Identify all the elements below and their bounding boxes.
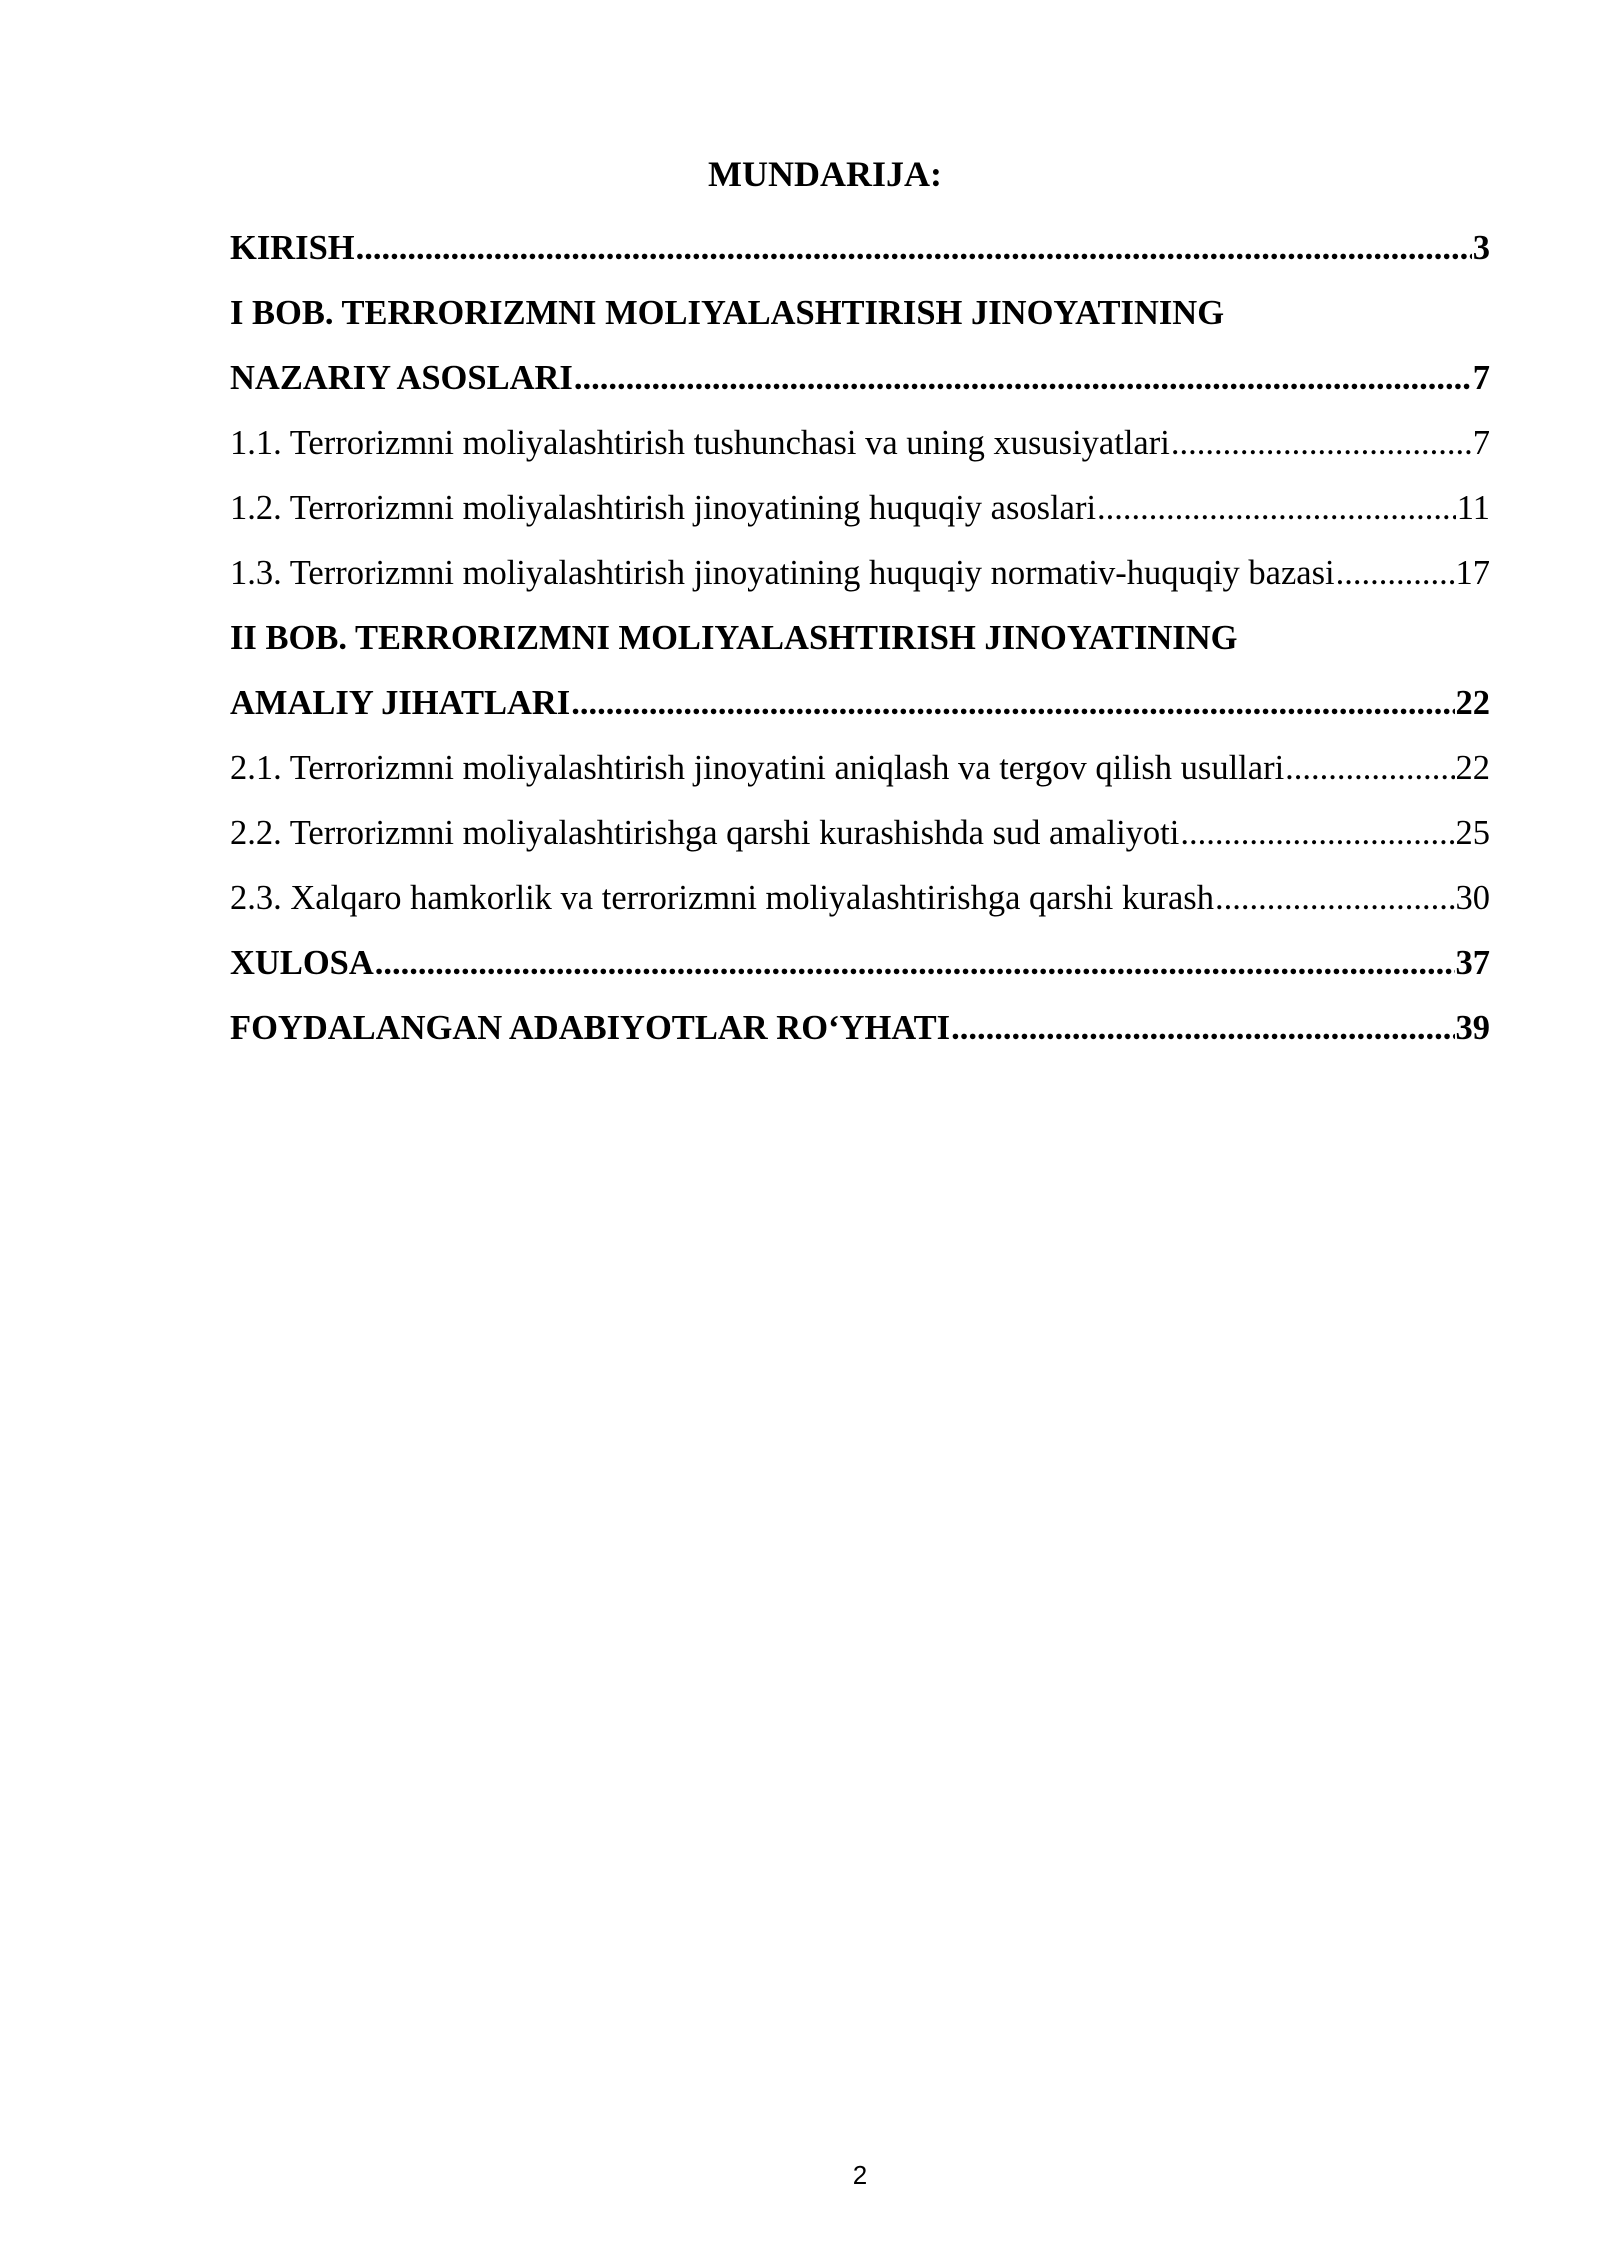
toc-entry-page: 22 bbox=[1455, 748, 1490, 787]
dot-leader bbox=[1336, 551, 1455, 595]
dot-leader bbox=[951, 1006, 1454, 1050]
dot-leader bbox=[1285, 746, 1454, 790]
dot-leader bbox=[1097, 486, 1456, 530]
toc-entry-page: 7 bbox=[1472, 358, 1490, 397]
toc-entry-section-2-3 bbox=[230, 865, 1490, 930]
toc-entry-page: 25 bbox=[1455, 813, 1490, 852]
toc-entry-section-1-1 bbox=[230, 410, 1490, 475]
toc-entry-page: 22 bbox=[1455, 683, 1490, 722]
page-number: 2 bbox=[852, 2160, 868, 2190]
toc-entry-label: 1.2. Terrorizmni moliyalashtirish jinoyatining huquqiy asoslari bbox=[230, 488, 1097, 527]
toc-entry-chapter-2 bbox=[230, 670, 1490, 735]
dot-leader bbox=[1215, 876, 1455, 920]
toc-entry-kirish bbox=[230, 215, 1490, 280]
toc-title: MUNDARIJA: bbox=[708, 154, 942, 194]
toc-entry-label: 2.1. Terrorizmni moliyalashtirish jinoyatini aniqlash va tergov qilish usullari bbox=[230, 748, 1285, 787]
toc-entry-page: 30 bbox=[1455, 878, 1490, 917]
toc-entry-label: AMALIY JIHATLARI bbox=[230, 683, 571, 722]
toc-entry-label: 2.2. Terrorizmni moliyalashtirishga qarshi kurashishda sud amaliyoti bbox=[230, 813, 1180, 852]
toc-entry-label: XULOSA bbox=[230, 943, 374, 982]
toc-entry-page: 17 bbox=[1455, 553, 1490, 592]
toc-entry-label: 1.3. Terrorizmni moliyalashtirish jinoyatining huquqiy normativ-huquqiy bazasi bbox=[230, 553, 1335, 592]
toc-entry-references bbox=[230, 995, 1490, 1060]
table-of-contents bbox=[230, 215, 1490, 1060]
toc-entry-xulosa bbox=[230, 930, 1490, 995]
toc-entry-chapter-1-heading bbox=[230, 280, 1490, 345]
toc-entry-chapter-1 bbox=[230, 345, 1490, 410]
toc-entry-label: KIRISH bbox=[230, 228, 355, 267]
toc-entry-page: 7 bbox=[1472, 423, 1490, 462]
dot-leader bbox=[574, 356, 1472, 400]
toc-entry-section-1-3 bbox=[230, 540, 1490, 605]
toc-entry-label: NAZARIY ASOSLARI bbox=[230, 358, 573, 397]
toc-entry-label: FOYDALANGAN ADABIYOTLAR RO‘YHATI bbox=[230, 1008, 951, 1047]
dot-leader bbox=[571, 681, 1454, 725]
dot-leader bbox=[356, 226, 1472, 270]
toc-entry-section-2-1 bbox=[230, 735, 1490, 800]
toc-entry-page: 37 bbox=[1455, 943, 1490, 982]
dot-leader bbox=[1180, 811, 1454, 855]
dot-leader bbox=[1171, 421, 1472, 465]
toc-entry-label: 2.3. Xalqaro hamkorlik va terrorizmni moliyalashtirishga qarshi kurash bbox=[230, 878, 1214, 917]
dot-leader bbox=[375, 941, 1455, 985]
toc-entry-page: 3 bbox=[1472, 228, 1490, 267]
toc-entry-page: 11 bbox=[1456, 488, 1490, 527]
toc-entry-section-1-2 bbox=[230, 475, 1490, 540]
toc-entry-label: II BOB. TERRORIZMNI MOLIYALASHTIRISH JINOYATINING bbox=[230, 618, 1238, 657]
toc-entry-label: 1.1. Terrorizmni moliyalashtirish tushunchasi va uning xususiyatlari bbox=[230, 423, 1170, 462]
toc-entry-section-2-2 bbox=[230, 800, 1490, 865]
toc-entry-label: I BOB. TERRORIZMNI MOLIYALASHTIRISH JINOYATINING bbox=[230, 293, 1225, 332]
toc-entry-page: 39 bbox=[1455, 1008, 1490, 1047]
toc-entry-chapter-2-heading bbox=[230, 605, 1490, 670]
